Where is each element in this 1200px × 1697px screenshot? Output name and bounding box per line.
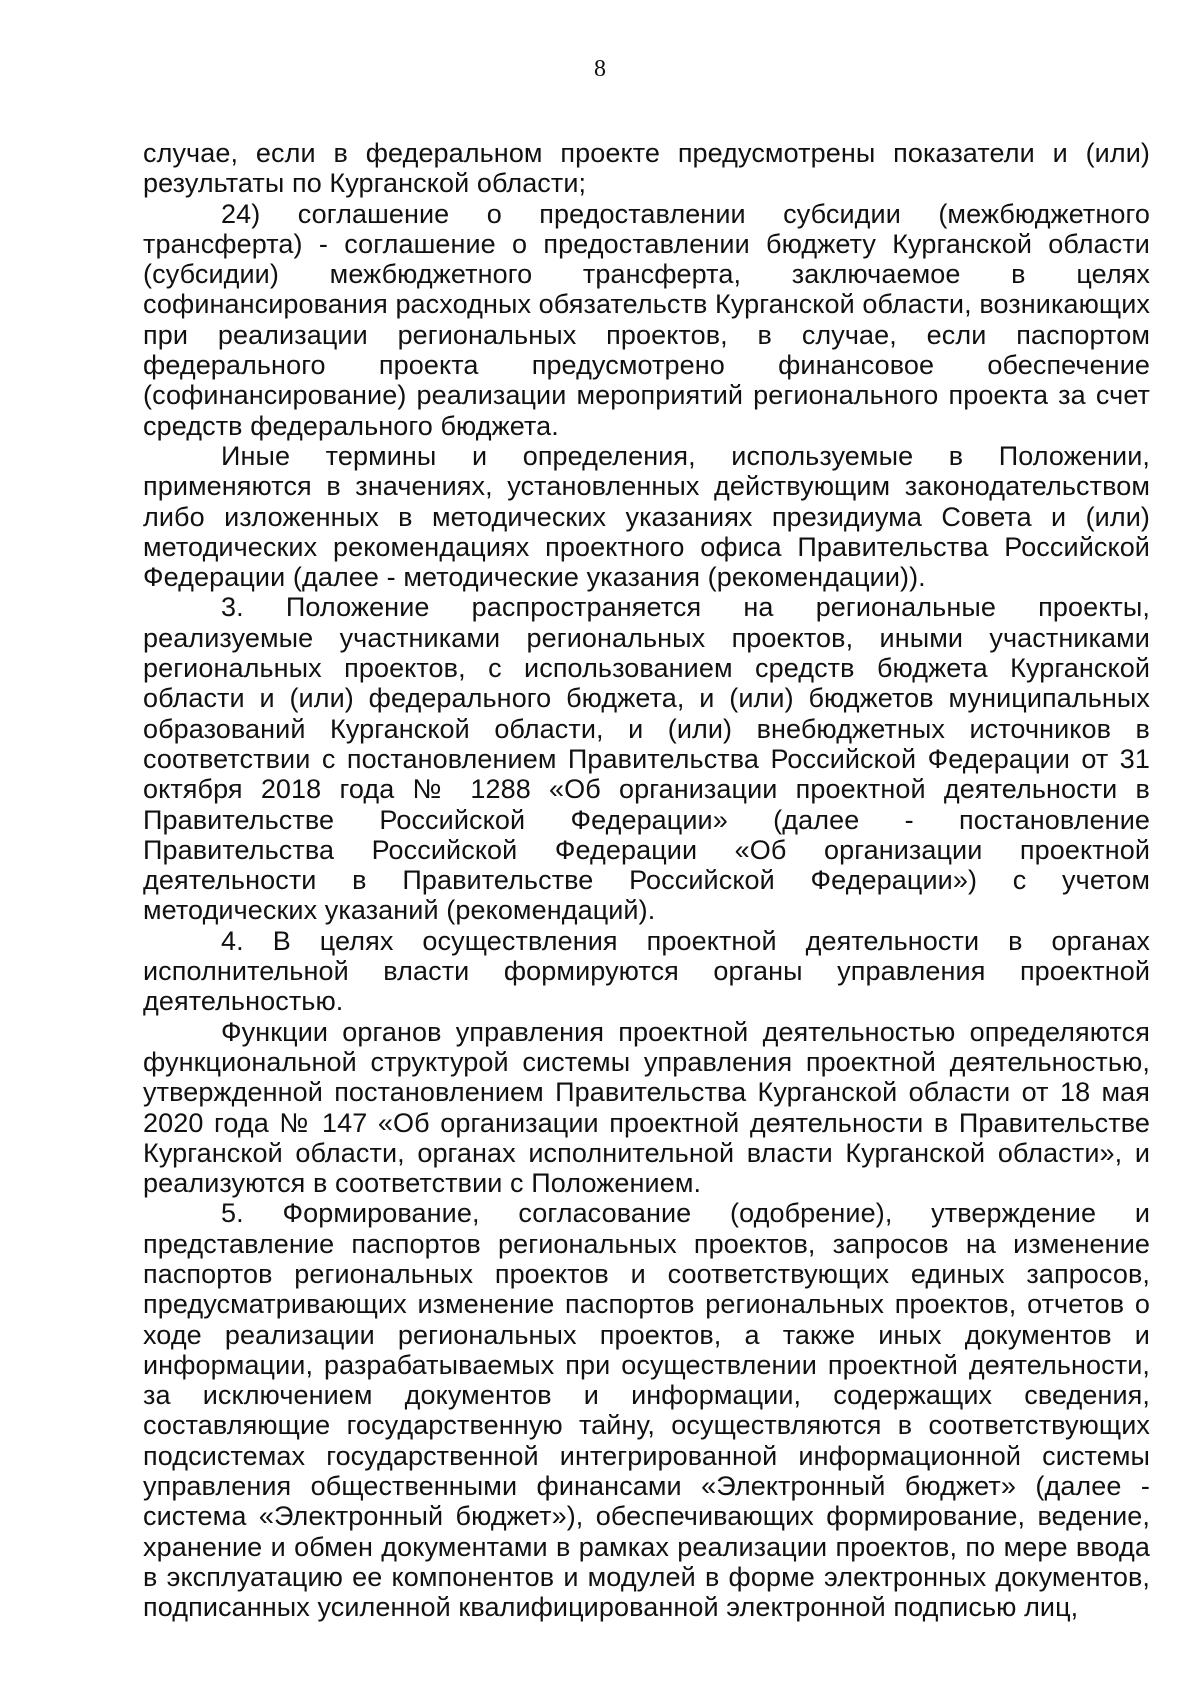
- paragraph: 4. В целях осуществления проектной деятельности в органах исполнительной власти формируются органы управления проектной деятельностью.: [143, 925, 1150, 1017]
- page-number: 8: [594, 56, 606, 82]
- paragraph: Функции органов управления проектной деятельностью определяются функциональной структурой системы управления проектной деятельностью, утвержденной постановлением Правительства Курганской области от 18 мая 2020 года № 147 «Об организации проектной деятельности в Правительстве Курганской области, органах исполнительной власти Курганской области», и реализуются в соответствии с Положением.: [143, 1016, 1150, 1199]
- paragraph: 3. Положение распространяется на региональные проекты, реализуемые участниками региональных проектов, иными участниками региональных проектов, с использованием средств бюджета Курганской области и (или) федерального бюджета, и (или) бюджетов муниципальных образований Курганской области, и (или) внебюджетных источников в соответствии с постановлением Правительства Российской Федерации от 31 октября 2018 года № 1288 «Об организации проектной деятельности в Правительстве Российской Федерации» (далее - постановление Правительства Российской Федерации «Об организации проектной деятельности в Правительстве Российской Федерации») с учетом методических указаний (рекомендаций).: [143, 592, 1150, 926]
- paragraph: Иные термины и определения, используемые в Положении, применяются в значениях, установленных действующим законодательством либо изложенных в методических указаниях президиума Совета и (или) методических рекомендациях проектного офиса Правительства Российской Федерации (далее - методические указания (рекомендации)).: [143, 440, 1150, 593]
- paragraph: 24) соглашение о предоставлении субсидии (межбюджетного трансферта) - соглашение о предоставлении бюджету Курганской области (субсидии) межбюджетного трансферта, заключаемое в целях софинансирования расходных обязательств Курганской области, возникающих при реализации региональных проектов, в случае, если паспортом федерального проекта предусмотрено финансовое обеспечение (софинансирование) реализации мероприятий регионального проекта за счет средств федерального бюджета.: [143, 198, 1151, 441]
- paragraph: 5. Формирование, согласование (одобрение), утверждение и представление паспортов региональных проектов, запросов на изменение паспортов региональных проектов и соответствующих единых запросов, предусматривающих изменение паспортов региональных проектов, отчетов о ходе реализации региональных проектов, а также иных документов и информации, разрабатываемых при осуществлении проектной деятельности, за исключением документов и информации, содержащих сведения, составляющие государственную тайну, осуществляются в соответствующих подсистемах государственной интегрированной информационной системы управления общественными финансами «Электронный бюджет» (далее - система «Электронный бюджет»), обеспечивающих формирование, ведение, хранение и обмен документами в рамках реализации проектов, по мере ввода в эксплуатацию ее компонентов и модулей в форме электронных документов, подписанных усиленной квалифицированной электронной подписью лиц,: [143, 1198, 1150, 1623]
- document-body: [143, 138, 1150, 1623]
- paragraph: случае, если в федеральном проекте предусмотрены показатели и (или) результаты по Курганской области;: [143, 138, 1150, 199]
